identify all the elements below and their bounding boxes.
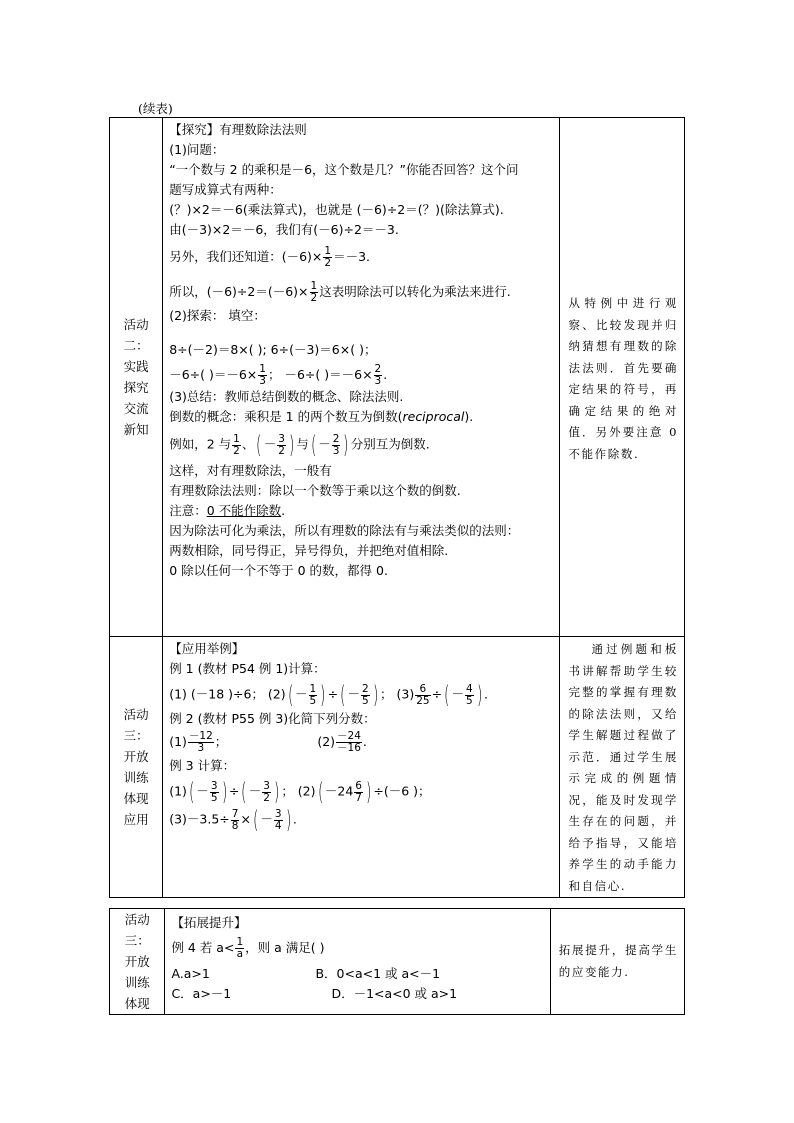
text-line: 例 3 计算： [169,758,236,773]
text-line: 0 除以任何一个不等于 0 的数，都得 0. [169,563,388,578]
fraction: $\frac{3}{2}$ [263,779,270,804]
fraction: $\frac{3}{4}$ [274,807,282,832]
text-line [169,407,555,427]
text-line: －6÷( )＝－6× $\frac{1}{3}$ ； －6÷( )＝－6× $\frac{2}{3}$ . [169,363,388,387]
fraction: $\frac{1}{2}$ [233,432,240,457]
text: 所以，(－6)÷2＝(－6)× [169,284,309,299]
activity-text: 体现 [123,791,149,806]
activity-text: 应用 [123,812,149,827]
text: 例如，2 与 [169,436,232,452]
text: 与 [296,436,309,452]
content-cell [163,118,560,637]
text: ÷(－6 )； [373,783,431,799]
activity-text: 活动 [123,707,149,722]
fraction: $\frac{7}{8}$ [231,807,239,832]
side-note-cell [560,118,685,637]
fraction: $\frac{3}{5}$ [210,779,218,804]
text: 分别互为倒数. [350,436,430,452]
activity-text: 新知 [123,422,149,437]
text: (2) [317,734,336,749]
text-line [169,501,555,521]
fraction: $\frac{2}{3}$ [332,432,340,457]
fraction: $\frac{-12}{3}$ [188,730,213,754]
fraction: $\frac{1}{a}$ [236,936,244,960]
text: 注意： [169,503,207,518]
text-line [169,246,555,269]
activity-text: 活动 [124,912,150,927]
activity-text: 探究 [123,380,149,395]
text-line [171,937,545,960]
text: . [281,503,286,518]
fraction: $\frac{1}{3}$ [259,363,266,387]
text-line: 因为除法可化为乘法，所以有理数的除法有与乘法类似的法则： [169,523,520,538]
text-line: 8÷(－2)＝8×( ); 6÷(－3)＝6×( )； [169,342,377,357]
text: (1) (－18 )÷6； (2) [169,686,286,702]
fraction: $\frac{1}{2}$ [324,245,332,269]
activity-text: 开放 [124,954,150,969]
text-line: (1)问题： [169,142,225,157]
activity-text: 体现 [124,996,150,1011]
continued-label: (续表) [138,101,173,116]
content-cell [165,909,550,1015]
text: ，则 a 满足( ) [245,940,325,955]
text-line: (2)探索： 填空： [169,308,266,323]
text: (3)－3.5÷ [169,811,230,827]
text: × [240,811,251,827]
text: (1) [169,783,187,799]
option-d: D．－1<a<0 或 a>1 [331,986,458,1001]
text: ÷ [431,686,443,702]
section-heading: 【探究】有理数除法法则 [169,122,307,137]
text: ； (2) [281,783,316,799]
option-b: B．0<a<1 或 a<－1 [315,966,441,981]
text-line: (3)总结：教师总结倒数的概念、除法法则. [169,389,404,404]
side-note-cell [560,637,685,898]
activity-text: 三： [124,933,150,948]
text: 倒数的概念：乘积是 1 的两个数互为倒数( [169,409,403,424]
option-a: A.a>1 [171,966,210,981]
text: reciprocal [402,409,465,424]
text: ＝－3. [333,249,371,264]
text-line: 两数相除，同号得正，异号得负，并把绝对值相除. [169,543,449,558]
table-row [110,637,685,898]
fraction: $\frac{1}{5}$ [309,682,317,707]
text-line: (1)( － $\frac{3}{5}$ ) ÷( － $\frac{3}{2}$ ) ； (2)( －24 $\frac{6}{7}$ ) ÷(－6 )； [169,778,431,806]
text-line [169,281,555,304]
fraction: $\frac{4}{5}$ [465,682,473,707]
activity-text: 交流 [123,401,149,416]
fraction: $\frac{6}{7}$ [355,779,362,804]
activity-text: 实践 [123,359,149,374]
activity-cell [110,637,163,898]
section-heading: 【拓展提升】 [171,915,247,930]
text-line: (？)×2＝－6(乘法算式)，也就是 (－6)÷2＝(？)(除法算式). [169,202,504,217]
text-line: 这样，对有理数除法，一般有 [169,463,332,478]
option-c: C．a>－1 [171,986,232,1001]
extension-table [109,908,685,1015]
text-line: (1) (－18 )÷6； (2)( － $\frac{1}{5}$ ) ÷( － $\frac{2}{5}$ ) ； (3) $\frac{6}{25}$ ÷( － $\frac{4}{5}$ ) . [169,681,488,709]
text: ； (3) [380,686,415,702]
content-cell [163,637,560,898]
text-line: 题写成算式有两种： [169,182,282,197]
table-row [110,118,685,637]
text: 、 [241,436,255,452]
side-note: 拓展提升，提高学生的应变能力. [558,943,678,979]
text: ). [464,409,474,424]
activity-cell [110,909,165,1015]
text-line: (3)－3.5÷ $\frac{7}{8}$ ×( － $\frac{3}{4}$ ) . [169,806,297,834]
side-note: 从特例中进行观察、比较发现并归纳猜想有理数的除法法则．首先要确定结果的符号，再确定结果的绝对值．另外要注意 0 不能作除数. [568,296,678,461]
text: ÷ [228,783,240,799]
activity-text: 三： [123,728,149,743]
text: ； －6÷( )＝－6× [267,367,373,382]
text-line: 例如，2 与 $\frac{1}{2}$ 、( － $\frac{3}{2}$ ) 与( － $\frac{2}{3}$ ) 分别互为倒数. [169,431,430,459]
text-line: 有理数除法法则：除以一个数等于乘以这个数的倒数. [169,483,461,498]
lesson-table [109,117,685,898]
activity-text: 开放 [123,749,149,764]
side-note-cell [550,909,684,1015]
text-line [171,964,545,984]
text: (1) [169,734,187,749]
activity-text: 活动 [123,317,149,332]
text-line: (1) $\frac{-12}{3}$ ； (2) $\frac{-24}{-16}$ . [169,730,367,754]
text-line: 例 2 (教材 P55 例 3)化简下列分数： [169,711,376,726]
text-line: 例 1 (教材 P54 例 1)计算： [169,661,326,676]
fraction: $\frac{2}{3}$ [374,363,382,387]
activity-text: 训练 [123,770,149,785]
text: 例 4 若 a< [171,940,235,955]
fraction: $\frac{-24}{-16}$ [337,730,361,754]
activity-cell [110,118,163,637]
text-line: 由(－3)×2＝－6，我们有(－6)÷2＝－3. [169,222,399,237]
fraction: $\frac{1}{2}$ [310,280,318,304]
text: 另外，我们还知道：(－6)× [169,249,323,264]
text: ÷ [327,686,339,702]
fraction: $\frac{6}{25}$ [416,682,430,707]
text: －6÷( )＝－6× [169,367,258,382]
text: 这表明除法可以转化为乘法来进行. [319,284,511,299]
text: 0 不能作除数 [206,503,282,518]
activity-text: 二： [123,338,149,353]
fraction: $\frac{3}{2}$ [278,432,285,457]
activity-text: 训练 [124,975,150,990]
side-note: 通过例题和板书讲解帮助学生较完整的掌握有理数的除法法则，又给学生解题过程做了示范．通过学生展示完成的例题情况，能及时发现学生存在的问题，并给予指导，又能培养学生的动手能力和自信心. [568,642,678,893]
fraction: $\frac{2}{5}$ [361,682,369,707]
table-row [110,909,685,1015]
text-line: “一个数与 2 的乘积是－6，这个数是几？”你能否回答？这个问 [169,162,519,177]
text-line [171,984,545,1004]
section-heading: 【应用举例】 [169,641,245,656]
